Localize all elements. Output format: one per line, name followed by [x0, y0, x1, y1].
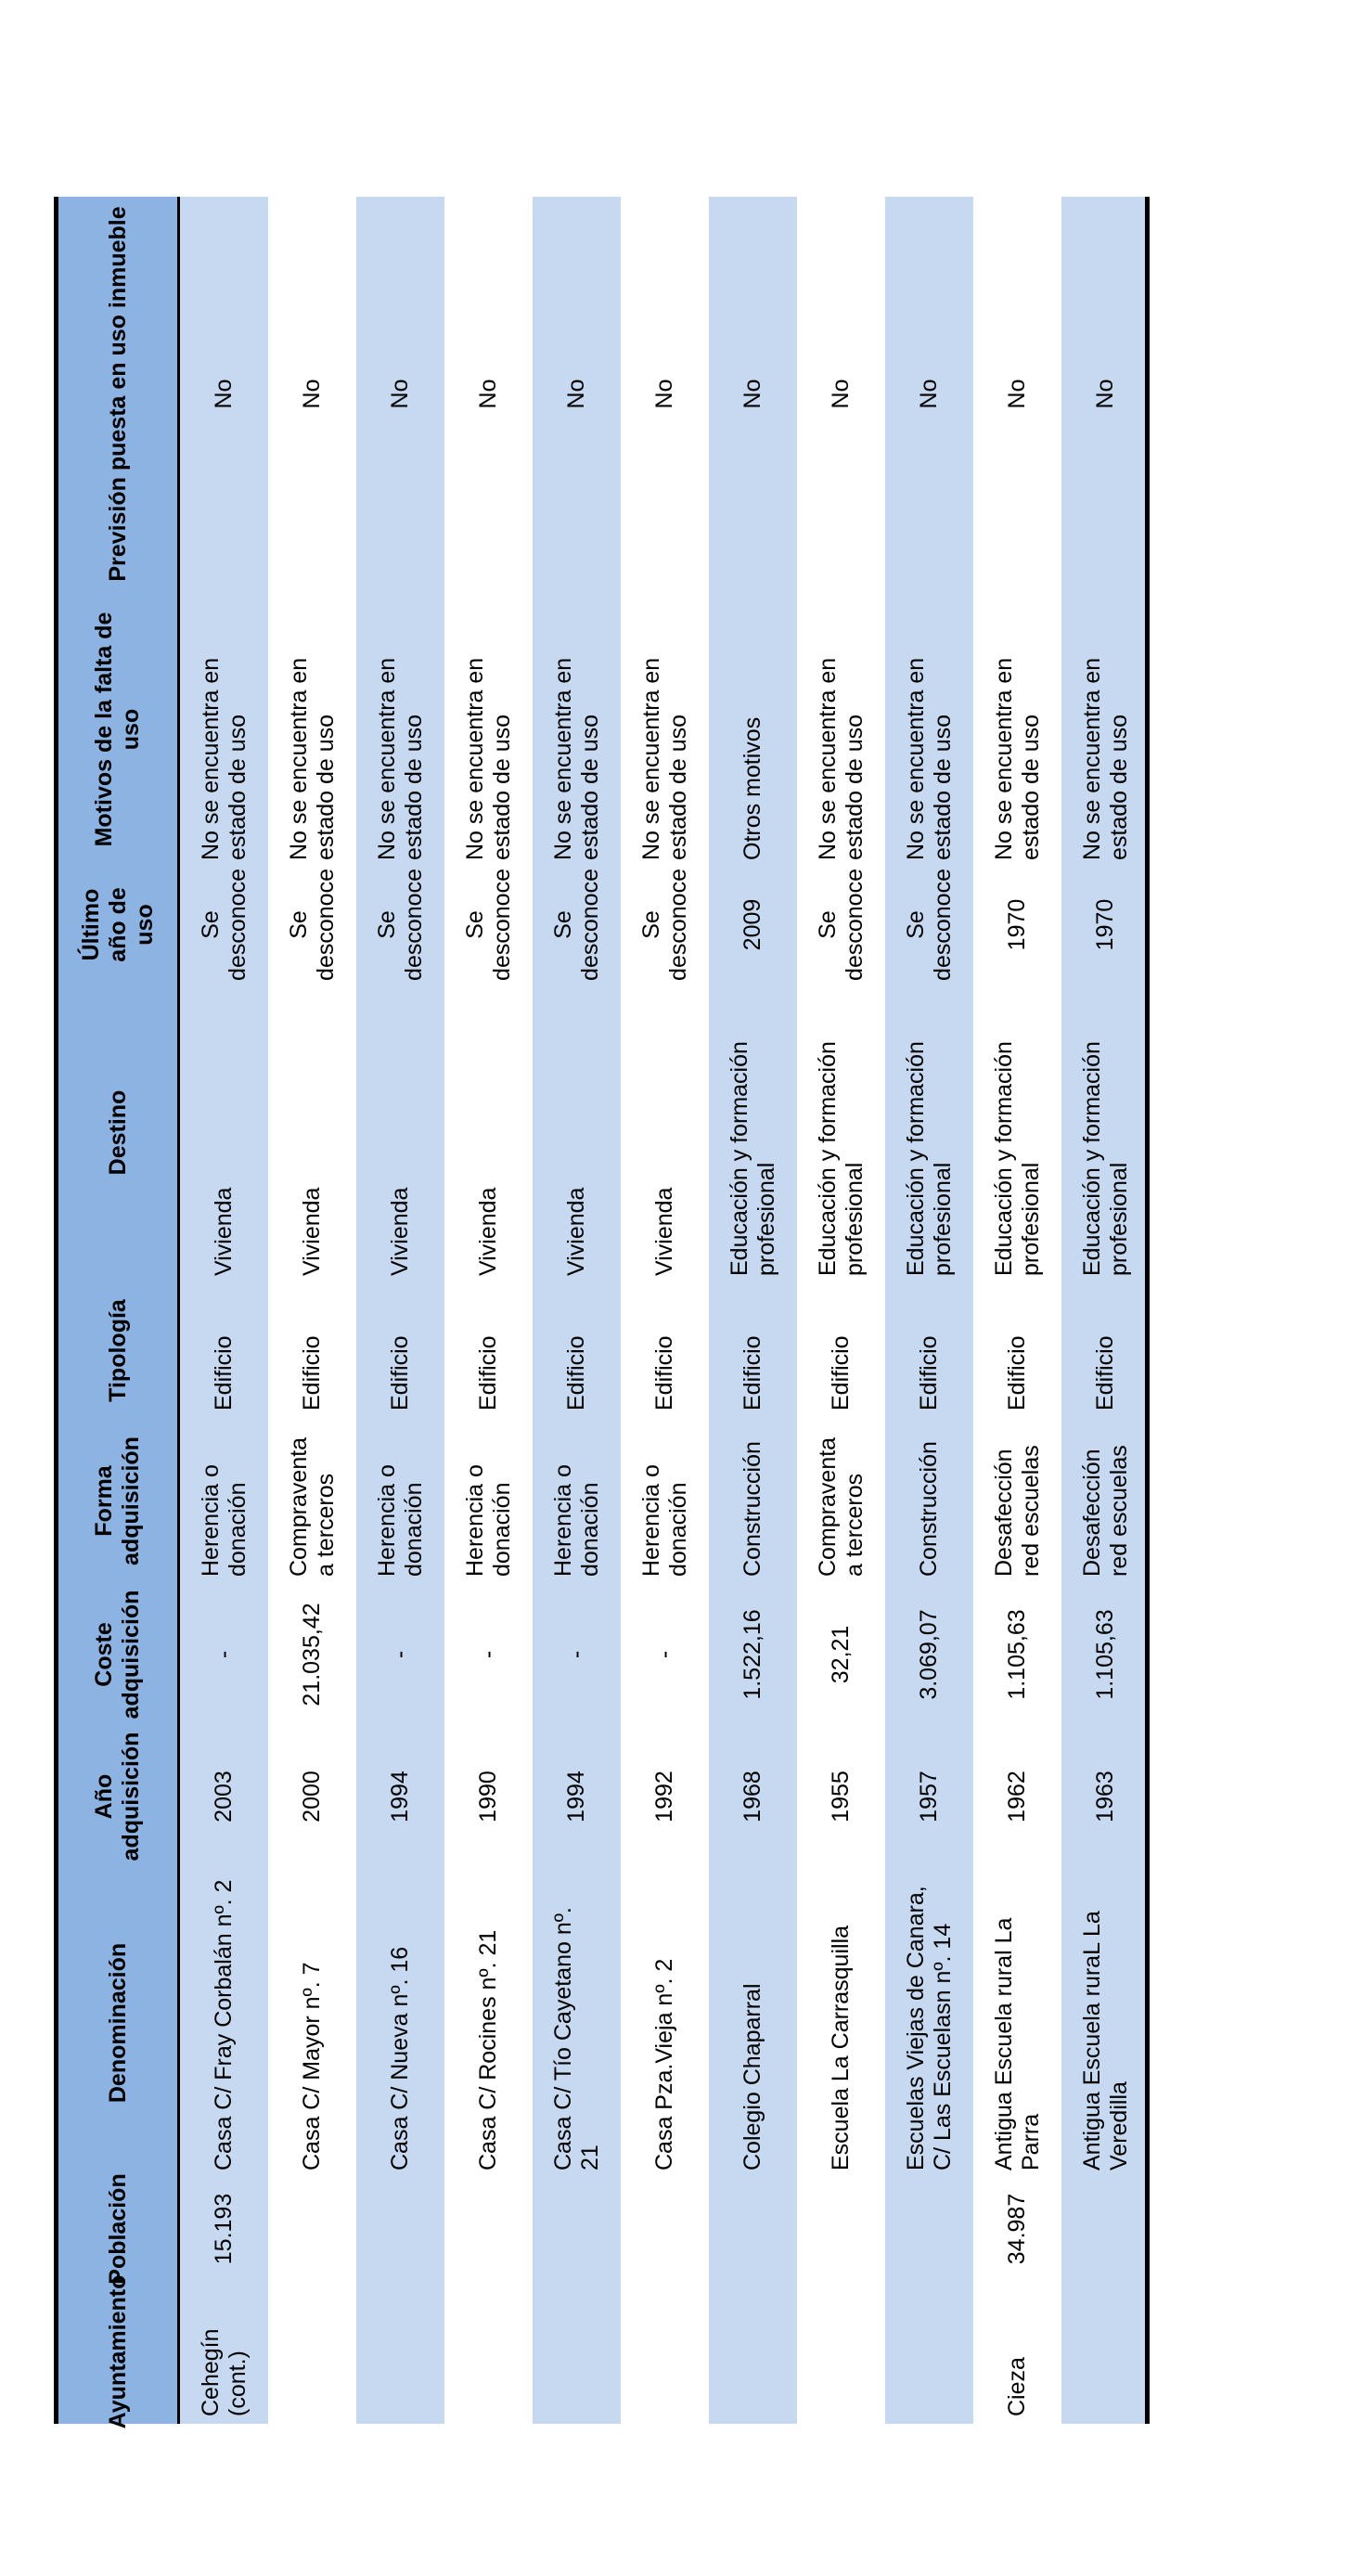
cell-ultimo: Se desconoce — [461, 869, 515, 981]
cell-destino: Educación y formación profesional — [990, 1041, 1044, 1276]
cell-denominacion: Casa C/ Tío Cayetano nº. 21 — [549, 1907, 603, 2170]
cell-tipologia: Edificio — [739, 1335, 765, 1410]
cell-poblacion — [268, 2178, 356, 2280]
table-header-row — [54, 197, 180, 2429]
cell-motivos: No se encuentra en estado de uso — [990, 657, 1044, 860]
cell-denominacion: Casa Pza.Vieja nº. 2 — [651, 1958, 677, 2170]
header-ayuntamiento: Ayuntamiento — [104, 2274, 131, 2429]
cell-anio: 1957 — [916, 1771, 942, 1823]
cell-ayuntamiento — [356, 2280, 444, 2424]
cell-ayuntamiento — [1061, 2280, 1150, 2424]
cell-destino: Vivienda — [211, 1187, 237, 1276]
cell-denominacion: Casa C/ Mayor nº. 7 — [299, 1962, 325, 2170]
cell-poblacion — [1061, 2178, 1150, 2280]
header-poblacion: Población — [104, 2173, 131, 2285]
cell-destino: Vivienda — [475, 1187, 501, 1276]
table-row — [180, 197, 268, 2424]
cell-motivos: No se encuentra en estado de uso — [373, 657, 427, 860]
table-row — [709, 197, 797, 2424]
cell-destino: Educación y formación profesional — [726, 1041, 779, 1276]
cell-ultimo: 2009 — [739, 898, 765, 951]
cell-ayuntamiento: Cieza — [1004, 2357, 1030, 2416]
cell-forma: Desafección red escuelas — [990, 1445, 1044, 1577]
header-destino: Destino — [104, 1089, 131, 1176]
cell-denominacion: Colegio Chaparral — [739, 1983, 765, 2170]
cell-ayuntamiento — [709, 2280, 797, 2424]
cell-forma: Desafección red escuelas — [1078, 1445, 1132, 1577]
cell-prevision: No — [387, 379, 413, 409]
cell-anio: 1992 — [651, 1771, 677, 1823]
table-row — [268, 197, 356, 2424]
cell-poblacion — [444, 2178, 533, 2280]
cell-destino: Vivienda — [299, 1187, 325, 1276]
header-anio-adquisicion: Año adquisición — [91, 1732, 144, 1861]
cell-anio: 1968 — [739, 1771, 765, 1823]
cell-motivos: No se encuentra en estado de uso — [461, 657, 515, 860]
cell-prevision: No — [916, 379, 942, 409]
header-denominacion: Denominación — [104, 1942, 131, 2104]
header-motivos-falta-uso: Motivos de la falta de uso — [91, 612, 144, 847]
cell-tipologia: Edificio — [387, 1335, 413, 1410]
cell-coste: 1.105,63 — [1004, 1609, 1030, 1700]
cell-forma: Construcción — [916, 1441, 942, 1577]
cell-forma: Herencia o donación — [373, 1464, 427, 1577]
cell-denominacion: Casa C/ Rocines nº. 21 — [475, 1929, 501, 2170]
cell-denominacion: Escuelas Viejas de Canara, C/ Las Escuelasn nº. 14 — [902, 1886, 956, 2170]
cell-prevision: No — [828, 379, 854, 409]
cell-motivos: No se encuentra en estado de uso — [1078, 657, 1132, 860]
table-row — [533, 197, 621, 2424]
cell-motivos: Otros motivos — [739, 716, 765, 860]
cell-prevision: No — [1092, 379, 1118, 409]
cell-ayuntamiento — [621, 2280, 709, 2424]
cell-tipologia: Edificio — [1004, 1335, 1030, 1410]
header-forma-adquisicion: Forma adquisición — [91, 1436, 144, 1565]
cell-coste: 3.069,07 — [916, 1609, 942, 1700]
cell-destino: Educación y formación profesional — [814, 1041, 868, 1276]
cell-anio: 1962 — [1004, 1771, 1030, 1823]
cell-poblacion — [621, 2178, 709, 2280]
cell-prevision: No — [651, 379, 677, 409]
cell-tipologia: Edificio — [475, 1335, 501, 1410]
cell-prevision: No — [563, 379, 589, 409]
header-prevision-puesta-uso: Previsión puesta en uso inmueble — [104, 206, 131, 582]
cell-tipologia: Edificio — [651, 1335, 677, 1410]
cell-coste: 1.105,63 — [1092, 1609, 1118, 1700]
cell-motivos: No se encuentra en estado de uso — [814, 657, 868, 860]
cell-motivos: No se encuentra en estado de uso — [637, 657, 691, 860]
cell-anio: 1990 — [475, 1771, 501, 1823]
cell-poblacion: 15.193 — [211, 2193, 237, 2265]
cell-forma: Herencia o donación — [549, 1464, 603, 1577]
table-row — [973, 197, 1061, 2424]
table-row — [621, 197, 709, 2424]
cell-ultimo: 1970 — [1092, 898, 1118, 951]
cell-destino: Educación y formación profesional — [902, 1041, 956, 1276]
table-row — [1061, 197, 1150, 2424]
header-coste-adquisicion: Coste adquisición — [91, 1590, 144, 1719]
cell-ayuntamiento — [268, 2280, 356, 2424]
cell-motivos: No se encuentra en estado de uso — [285, 657, 339, 860]
cell-destino: Vivienda — [651, 1187, 677, 1276]
table-row — [797, 197, 885, 2424]
table-row — [885, 197, 973, 2424]
cell-ultimo: Se desconoce — [637, 869, 691, 981]
cell-coste: - — [475, 1650, 501, 1659]
rotated-data-table — [54, 197, 1151, 2429]
cell-anio: 1955 — [828, 1771, 854, 1823]
table-bottom-rule — [1145, 197, 1150, 2424]
cell-coste: - — [563, 1650, 589, 1659]
cell-forma: Construcción — [739, 1441, 765, 1577]
cell-motivos: No se encuentra en estado de uso — [197, 657, 251, 860]
cell-anio: 2003 — [211, 1771, 237, 1823]
cell-destino: Educación y formación profesional — [1078, 1041, 1132, 1276]
cell-poblacion — [885, 2178, 973, 2280]
cell-motivos: No se encuentra en estado de uso — [902, 657, 956, 860]
cell-anio: 1994 — [563, 1771, 589, 1823]
cell-ayuntamiento — [885, 2280, 973, 2424]
cell-poblacion — [797, 2178, 885, 2280]
cell-ultimo: 1970 — [1004, 898, 1030, 951]
cell-tipologia: Edificio — [211, 1335, 237, 1410]
cell-ayuntamiento — [533, 2280, 621, 2424]
cell-ultimo: Se desconoce — [285, 869, 339, 981]
cell-tipologia: Edificio — [828, 1335, 854, 1410]
cell-forma: Herencia o donación — [461, 1464, 515, 1577]
cell-prevision: No — [739, 379, 765, 409]
cell-anio: 2000 — [299, 1771, 325, 1823]
cell-coste: 21.035,42 — [299, 1603, 325, 1707]
cell-poblacion — [533, 2178, 621, 2280]
cell-prevision: No — [1004, 379, 1030, 409]
cell-ayuntamiento — [444, 2280, 533, 2424]
cell-anio: 1963 — [1092, 1771, 1118, 1823]
cell-motivos: No se encuentra en estado de uso — [549, 657, 603, 860]
table-row — [444, 197, 533, 2424]
cell-prevision: No — [475, 379, 501, 409]
cell-coste: 32,21 — [828, 1625, 854, 1684]
cell-ultimo: Se desconoce — [814, 869, 868, 981]
cell-prevision: No — [211, 379, 237, 409]
cell-coste: - — [651, 1650, 677, 1659]
cell-coste: - — [211, 1650, 237, 1659]
cell-denominacion: Antigua Escuela rural La Parra — [990, 1917, 1044, 2170]
cell-denominacion: Escuela La Carrasquilla — [828, 1925, 854, 2170]
cell-ultimo: Se desconoce — [197, 869, 251, 981]
cell-prevision: No — [299, 379, 325, 409]
cell-denominacion: Casa C/ Nueva nº. 16 — [387, 1946, 413, 2170]
cell-forma: Compraventa a terceros — [285, 1436, 339, 1577]
cell-tipologia: Edificio — [916, 1335, 942, 1410]
cell-ultimo: Se desconoce — [373, 869, 427, 981]
cell-tipologia: Edificio — [563, 1335, 589, 1410]
cell-denominacion: Casa C/ Fray Corbalán nº. 2 — [211, 1879, 237, 2170]
cell-forma: Compraventa a terceros — [814, 1436, 868, 1577]
cell-denominacion: Antigua Escuela ruraL La Veredilla — [1078, 1911, 1132, 2170]
cell-forma: Herencia o donación — [637, 1464, 691, 1577]
header-tipologia: Tipología — [104, 1299, 131, 1402]
header-ultimo-anio-uso: Último año de uso — [77, 887, 158, 962]
cell-anio: 1994 — [387, 1771, 413, 1823]
cell-destino: Vivienda — [387, 1187, 413, 1276]
cell-poblacion — [709, 2178, 797, 2280]
cell-tipologia: Edificio — [1092, 1335, 1118, 1410]
cell-coste: 1.522,16 — [739, 1609, 765, 1700]
cell-ayuntamiento: Cehegín (cont.) — [197, 2328, 251, 2416]
cell-tipologia: Edificio — [299, 1335, 325, 1410]
cell-coste: - — [387, 1650, 413, 1659]
cell-ultimo: Se desconoce — [902, 869, 956, 981]
cell-poblacion: 34.987 — [1004, 2193, 1030, 2265]
cell-forma: Herencia o donación — [197, 1464, 251, 1577]
table-row — [356, 197, 444, 2424]
cell-poblacion — [356, 2178, 444, 2280]
cell-ultimo: Se desconoce — [549, 869, 603, 981]
cell-destino: Vivienda — [563, 1187, 589, 1276]
cell-ayuntamiento — [797, 2280, 885, 2424]
